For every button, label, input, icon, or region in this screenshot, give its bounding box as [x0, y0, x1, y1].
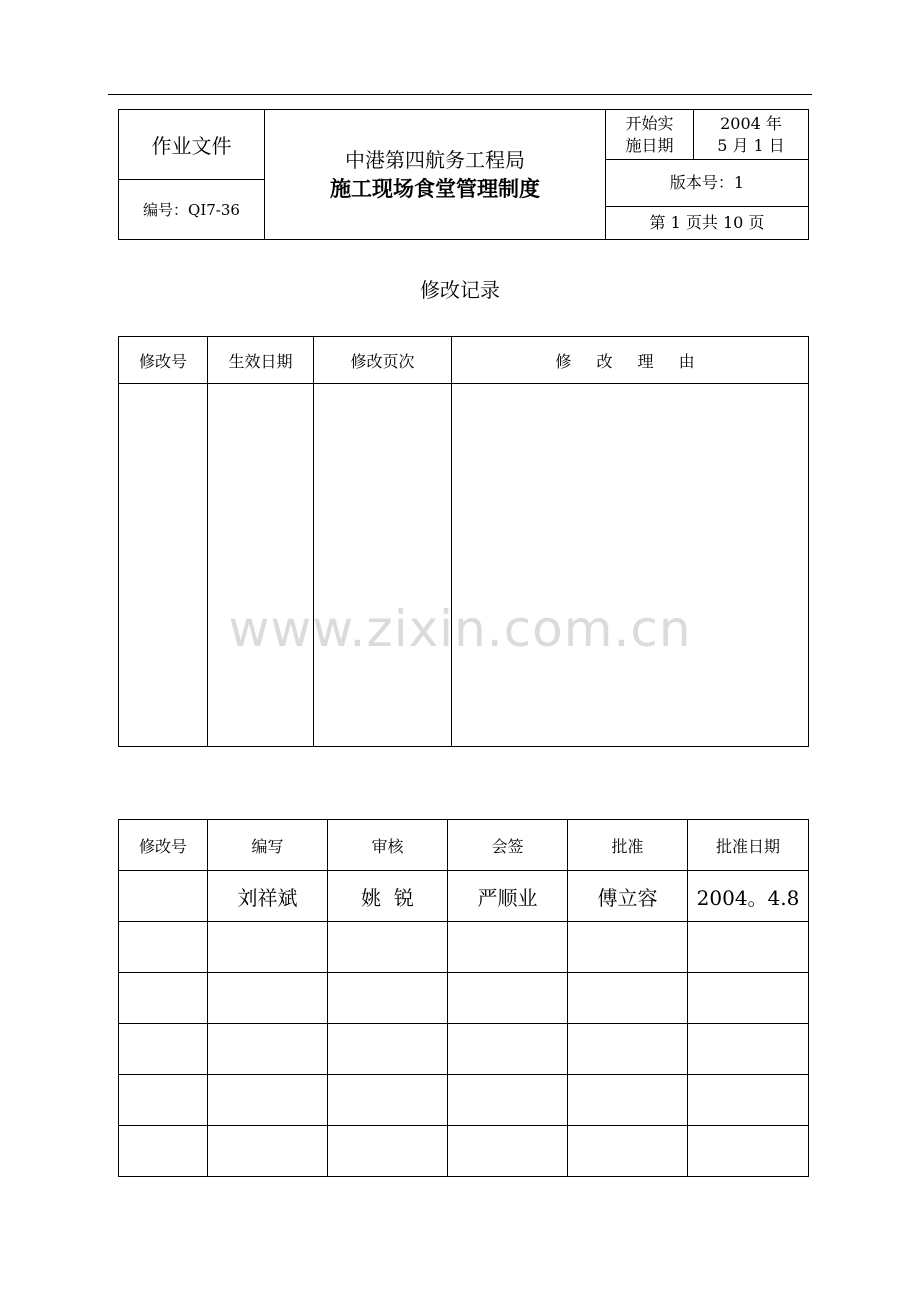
signoff-cell: [208, 1024, 328, 1075]
col-revised-pages: 修改页次: [314, 337, 452, 384]
signoff-cell: 严顺业: [448, 871, 568, 922]
signoff-cell: [448, 1126, 568, 1177]
revision-record-heading: 修改记录: [420, 278, 500, 302]
organization-name: 中港第四航务工程局: [345, 147, 525, 172]
signoff-cell: [448, 922, 568, 973]
signoff-cell: [328, 1075, 448, 1126]
start-date-line1: 2004 年: [720, 113, 782, 133]
col-revision-reason: 修 改 理 由: [452, 337, 809, 384]
doc-type: 作业文件: [151, 134, 232, 158]
signoff-cell: [568, 1075, 688, 1126]
signoff-table: [118, 819, 809, 1177]
signoff-row: [119, 1075, 809, 1126]
page-info-cell: [606, 207, 809, 240]
signoff-cell: [448, 1024, 568, 1075]
signoff-cell: [328, 1126, 448, 1177]
signoff-cell: [448, 973, 568, 1024]
revision-cell: [119, 384, 208, 747]
signoff-cell: [119, 871, 208, 922]
signoff-cell: [328, 973, 448, 1024]
signoff-cell: [119, 973, 208, 1024]
signoff-cell: [328, 922, 448, 973]
signoff-cell: [119, 922, 208, 973]
col-effective-date: 生效日期: [208, 337, 314, 384]
col-approver: 批准: [568, 820, 688, 871]
version-cell: [606, 160, 809, 207]
revision-cell: [452, 384, 809, 747]
start-date-line2: 5 月 1 日: [717, 135, 785, 155]
signoff-row: [119, 922, 809, 973]
doc-type-cell: [119, 110, 265, 180]
revision-record-table: [118, 336, 809, 747]
signoff-row: [119, 1126, 809, 1177]
revision-cell: [208, 384, 314, 747]
signoff-cell: [119, 1075, 208, 1126]
signoff-cell: 2004。4.8: [688, 871, 809, 922]
signoff-row: [119, 1024, 809, 1075]
start-date-value-cell: [694, 110, 809, 160]
start-date-label-cell: [606, 110, 694, 160]
signoff-cell: [208, 973, 328, 1024]
signoff-cell: [208, 1075, 328, 1126]
doc-number-cell: [119, 180, 265, 240]
signoff-cell: [568, 973, 688, 1024]
top-rule: [108, 94, 812, 95]
signoff-cell: [119, 1126, 208, 1177]
col-author: 编写: [208, 820, 328, 871]
document-title: 施工现场食堂管理制度: [330, 176, 540, 201]
signoff-cell: [688, 1075, 809, 1126]
signoff-cell: [448, 1075, 568, 1126]
watermark: www.zixin.com.cn: [228, 600, 692, 658]
signoff-header-row: [119, 820, 809, 871]
signoff-cell: [328, 1024, 448, 1075]
version-number: 版本号：1: [669, 173, 745, 192]
col-revision-no: 修改号: [119, 337, 208, 384]
title-cell: [265, 110, 606, 240]
signoff-cell: [568, 1126, 688, 1177]
document-header-table: [118, 109, 809, 240]
signoff-cell: [208, 1126, 328, 1177]
doc-number: 编号：QI7-36: [143, 201, 240, 219]
col-countersign: 会签: [448, 820, 568, 871]
signoff-cell: [568, 922, 688, 973]
signoff-row: [119, 871, 809, 922]
revision-header-row: [119, 337, 809, 384]
start-date-label-line2: 施日期: [625, 135, 674, 155]
signoff-cell: [119, 1024, 208, 1075]
revision-cell: [314, 384, 452, 747]
signoff-cell: [688, 922, 809, 973]
start-date-label-line1: 开始实: [625, 113, 674, 133]
revision-body-row: [119, 384, 809, 747]
signoff-cell: 傅立容: [568, 871, 688, 922]
signoff-cell: [568, 1024, 688, 1075]
signoff-cell: [688, 973, 809, 1024]
col-revision-no: 修改号: [119, 820, 208, 871]
signoff-cell: [208, 922, 328, 973]
signoff-cell: [688, 1126, 809, 1177]
page-info: 第 1 页共 10 页: [649, 213, 765, 232]
signoff-cell: 刘祥斌: [208, 871, 328, 922]
signoff-cell: 姚 锐: [328, 871, 448, 922]
col-approval-date: 批准日期: [688, 820, 809, 871]
col-reviewer: 审核: [328, 820, 448, 871]
signoff-cell: [688, 1024, 809, 1075]
signoff-row: [119, 973, 809, 1024]
